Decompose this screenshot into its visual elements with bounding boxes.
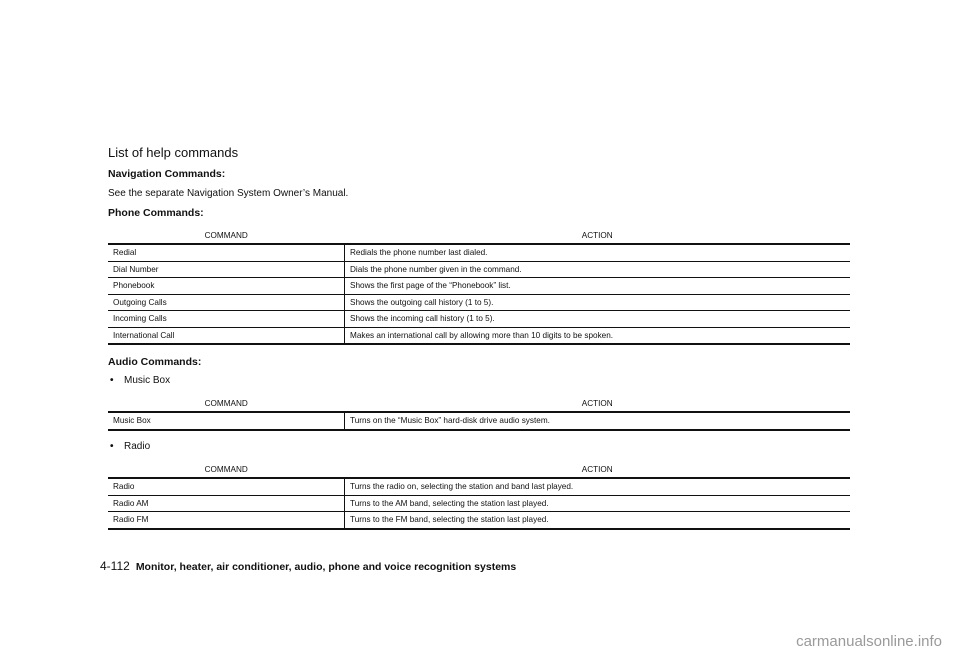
table-row — [108, 478, 850, 495]
bullet-label: Radio — [124, 441, 151, 452]
table-row — [108, 311, 850, 328]
action-cell: Makes an international call by allowing more than 10 digits to be spoken. — [350, 330, 614, 340]
command-cell: Redial — [108, 244, 345, 261]
phone-commands-title: Phone Commands: — [108, 207, 204, 219]
command-cell: Incoming Calls — [108, 311, 345, 328]
radio-commands-table — [108, 461, 850, 530]
bullet-label: Music Box — [124, 375, 171, 386]
table-header-row — [108, 395, 850, 412]
action-cell: Redials the phone number last dialed. — [350, 248, 488, 258]
action-cell: Shows the incoming call history (1 to 5). — [350, 314, 495, 324]
music-box-commands-table — [108, 395, 850, 431]
column-header-action: ACTION — [345, 395, 851, 412]
command-cell: Radio AM — [108, 495, 345, 512]
column-header-action: ACTION — [345, 227, 851, 244]
command-cell: Dial Number — [108, 261, 345, 278]
action-cell: Turns the radio on, selecting the station and band last played. — [350, 482, 574, 492]
action-cell: Turns to the FM band, selecting the station last played. — [350, 515, 549, 525]
action-cell: Dials the phone number given in the command. — [350, 264, 522, 274]
section-heading: List of help commands — [108, 145, 239, 160]
table-row — [108, 261, 850, 278]
table-row — [108, 278, 850, 295]
bullet-music-box — [110, 375, 170, 386]
audio-commands-title: Audio Commands: — [108, 356, 202, 368]
bullet-icon: • — [110, 375, 114, 386]
command-cell: Radio — [108, 478, 345, 495]
command-cell: Music Box — [108, 412, 345, 430]
action-cell: Turns to the AM band, selecting the station last played. — [350, 498, 549, 508]
column-header-action: ACTION — [345, 461, 851, 478]
table-row — [108, 244, 850, 261]
column-header-command: COMMAND — [108, 395, 345, 412]
column-header-command: COMMAND — [108, 461, 345, 478]
command-cell: Radio FM — [108, 512, 345, 529]
command-cell: Outgoing Calls — [108, 294, 345, 311]
chapter-title: Monitor, heater, air conditioner, audio, phone and voice recognition systems — [135, 561, 517, 573]
watermark: carmanualsonline.info — [796, 633, 942, 650]
navigation-commands-text: See the separate Navigation System Owner’s Manual. — [108, 188, 349, 199]
page-footer — [100, 559, 516, 573]
bullet-icon: • — [110, 441, 114, 452]
table-row — [108, 512, 850, 529]
action-cell: Shows the first page of the “Phonebook” list. — [350, 281, 511, 291]
table-row — [108, 412, 850, 430]
action-cell: Shows the outgoing call history (1 to 5). — [350, 297, 494, 307]
phone-commands-table — [108, 227, 850, 345]
action-cell: Turns on the “Music Box” hard-disk drive audio system. — [350, 416, 550, 426]
command-cell: Phonebook — [108, 278, 345, 295]
page-number: 4-112 — [100, 559, 130, 573]
bullet-radio — [110, 441, 150, 452]
table-header-row — [108, 227, 850, 244]
column-header-command: COMMAND — [108, 227, 345, 244]
table-row — [108, 294, 850, 311]
table-row — [108, 495, 850, 512]
command-cell: International Call — [108, 327, 345, 344]
table-row — [108, 327, 850, 344]
table-header-row — [108, 461, 850, 478]
navigation-commands-title: Navigation Commands: — [108, 168, 226, 180]
